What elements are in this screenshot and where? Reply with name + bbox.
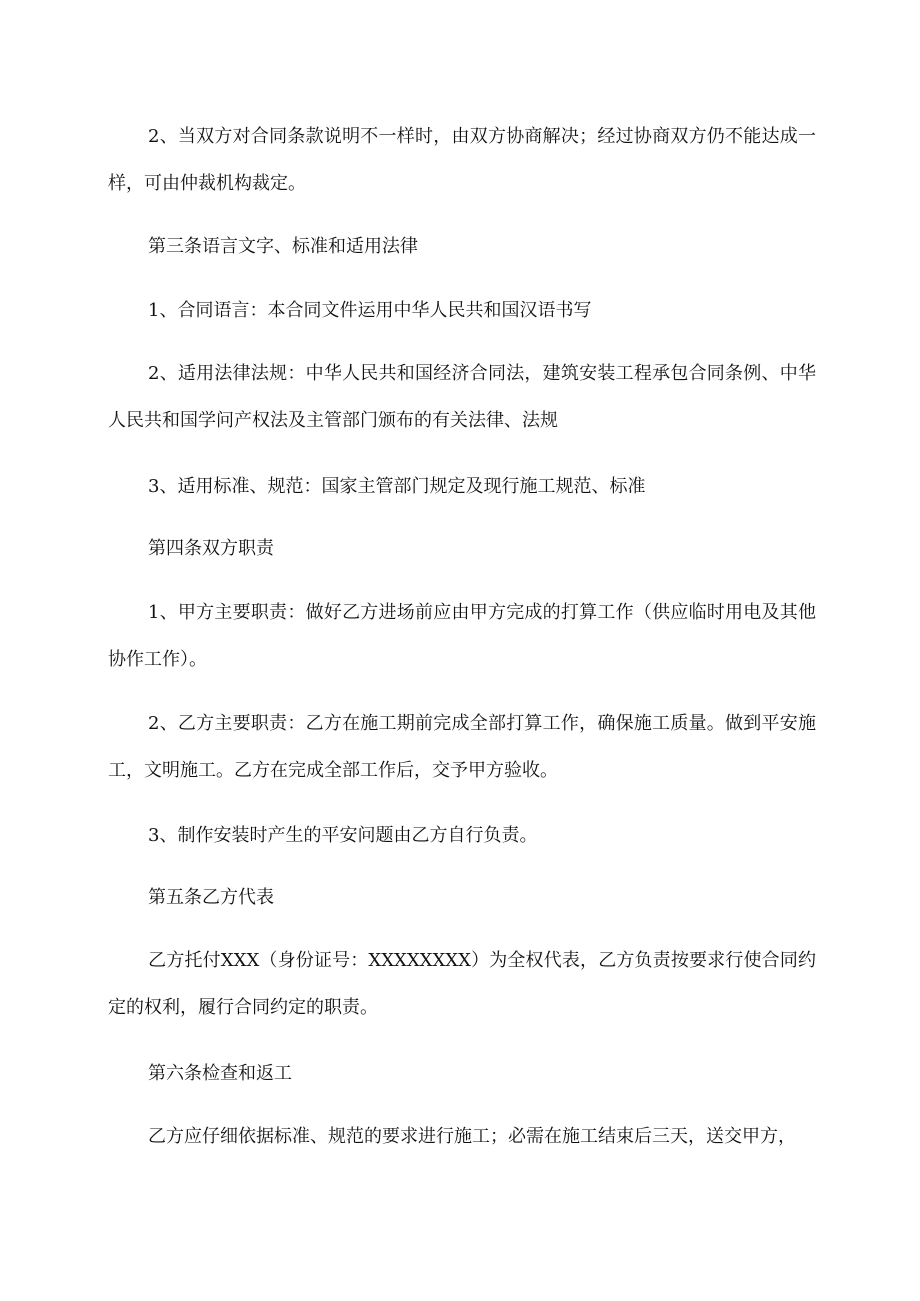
article-6-heading-text: 第六条检查和返工 xyxy=(148,1063,292,1084)
article-5-body xyxy=(108,937,816,1031)
article-3-heading xyxy=(108,223,816,270)
article-3-item-3 xyxy=(108,463,816,510)
article-5-heading-text: 第五条乙方代表 xyxy=(148,887,274,908)
article-3-heading-text: 第三条语言文字、标准和适用法律 xyxy=(148,236,418,257)
clause-2-text: 2、当双方对合同条款说明不一样时，由双方协商解决；经过协商双方仍不能达成一样，可由仲裁机构裁定。 xyxy=(108,126,816,194)
article-4-item-2-text: 2、乙方主要职责：乙方在施工期前完成全部打算工作，确保施工质量。做到平安施工，文明施工。乙方在完成全部工作后，交予甲方验收。 xyxy=(108,713,816,781)
article-6-body xyxy=(108,1113,816,1160)
article-3-item-2-text: 2、适用法律法规：中华人民共和国经济合同法，建筑安装工程承包合同条例、中华人民共和国学问产权法及主管部门颁布的有关法律、法规 xyxy=(108,363,816,431)
article-4-item-2 xyxy=(108,700,816,794)
article-3-item-2 xyxy=(108,350,816,444)
article-3-item-1 xyxy=(108,287,816,334)
article-4-item-3-text: 3、制作安装时产生的平安问题由乙方自行负责。 xyxy=(148,825,538,846)
clause-2-paragraph xyxy=(108,113,816,207)
article-5-body-text: 乙方托付XXX（身份证号：XXXXXXXX）为全权代表，乙方负责按要求行使合同约定的权利，履行合同约定的职责。 xyxy=(108,950,816,1018)
article-4-item-1-text: 1、甲方主要职责：做好乙方进场前应由甲方完成的打算工作（供应临时用电及其他协作工作）。 xyxy=(108,602,816,670)
article-3-item-3-text: 3、适用标准、规范：国家主管部门规定及现行施工规范、标准 xyxy=(148,476,646,497)
article-4-heading-text: 第四条双方职责 xyxy=(148,538,274,559)
article-6-heading xyxy=(108,1050,816,1097)
article-4-item-1 xyxy=(108,589,816,683)
article-5-heading xyxy=(108,874,816,921)
article-4-heading xyxy=(108,525,816,572)
article-6-body-text: 乙方应仔细依据标准、规范的要求进行施工；必需在施工结束后三天，送交甲方， xyxy=(148,1126,796,1147)
article-4-item-3 xyxy=(108,812,816,859)
article-3-item-1-text: 1、合同语言：本合同文件运用中华人民共和国汉语书写 xyxy=(148,300,592,321)
